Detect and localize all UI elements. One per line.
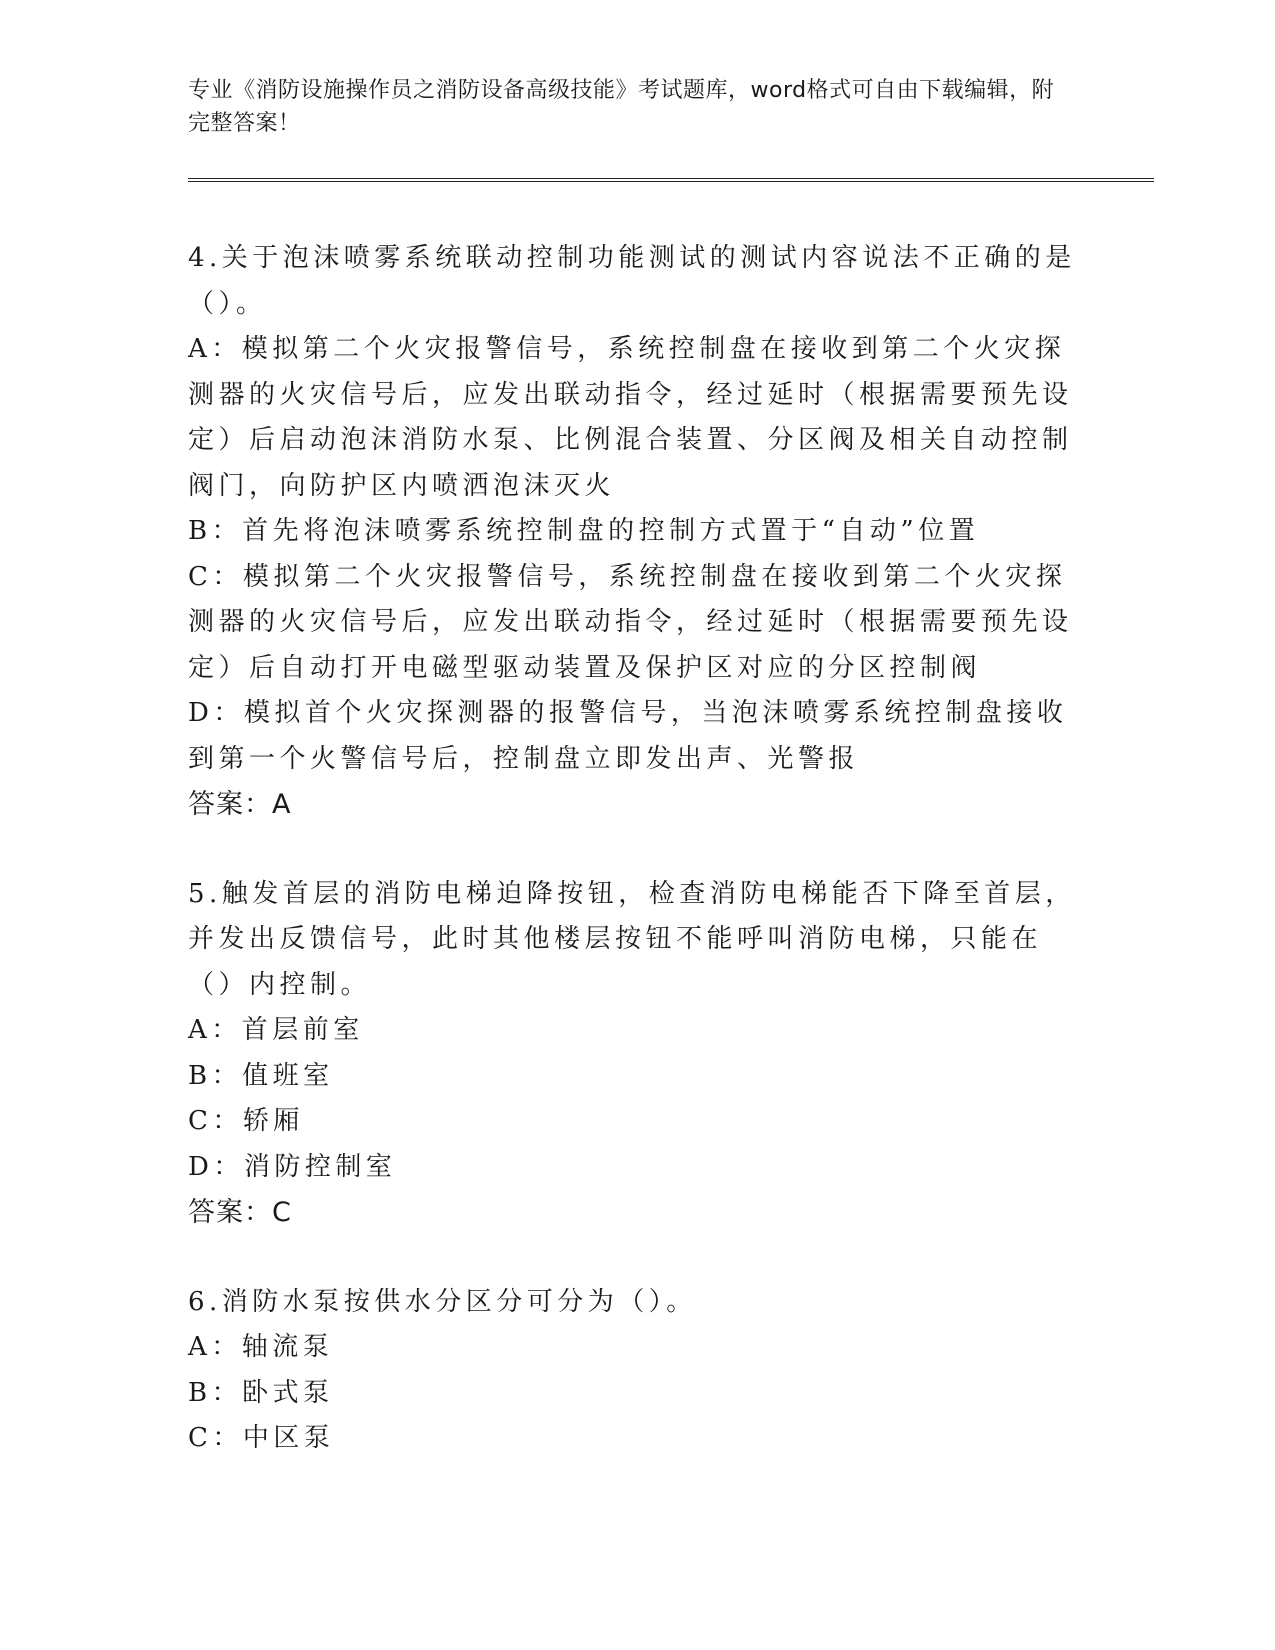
- question-stem: 5.触发首层的消防电梯迫降按钮，检查消防电梯能否下降至首层，并发出反馈信号，此时其他楼层按钮不能呼叫消防电梯，只能在（）内控制。: [188, 878, 1076, 1000]
- answer-label: 答案：C: [188, 1197, 292, 1228]
- question-5: [188, 872, 1078, 1236]
- option-b: B：卧式泵: [188, 1377, 334, 1408]
- header-divider: [188, 178, 1154, 182]
- question-4: [188, 236, 1078, 828]
- option-c: C：轿厢: [188, 1106, 304, 1136]
- question-list: [188, 236, 1078, 1506]
- page-header: 专业《消防设施操作员之消防设备高级技能》考试题库，word格式可自由下载编辑，附完整答案！: [188, 78, 1055, 136]
- option-b: B：值班室: [188, 1060, 334, 1091]
- option-a: A：首层前室: [188, 1015, 364, 1045]
- option-a: A：轴流泵: [188, 1332, 334, 1362]
- option-c: C：模拟第二个火灾报警信号，系统控制盘在接收到第二个火灾探测器的火灾信号后，应发出联动指令，经过延时（根据需要预先设定）后自动打开电磁型驱动装置及保护区对应的分区控制阀: [188, 561, 1073, 683]
- option-c: C：中区泵: [188, 1423, 335, 1453]
- question-6: [188, 1280, 1078, 1462]
- option-d: D：模拟首个火灾探测器的报警信号，当泡沫喷雾系统控制盘接收到第一个火警信号后，控制盘立即发出声、光警报: [188, 698, 1068, 774]
- option-b: B：首先将泡沫喷雾系统控制盘的控制方式置于“自动”位置: [188, 516, 980, 546]
- option-d: D：消防控制室: [188, 1151, 397, 1182]
- question-stem: 6.消防水泵按供水分区分可分为（）。: [188, 1286, 697, 1317]
- answer-label: 答案：A: [188, 789, 292, 820]
- option-a: A：模拟第二个火灾报警信号，系统控制盘在接收到第二个火灾探测器的火灾信号后，应发出联动指令，经过延时（根据需要预先设定）后启动泡沫消防水泵、比例混合装置、分区阀及相关自动控制阀门，向防护区内喷洒泡沫灭火: [188, 334, 1073, 501]
- question-stem: 4.关于泡沫喷雾系统联动控制功能测试的测试内容说法不正确的是（）。: [188, 243, 1076, 319]
